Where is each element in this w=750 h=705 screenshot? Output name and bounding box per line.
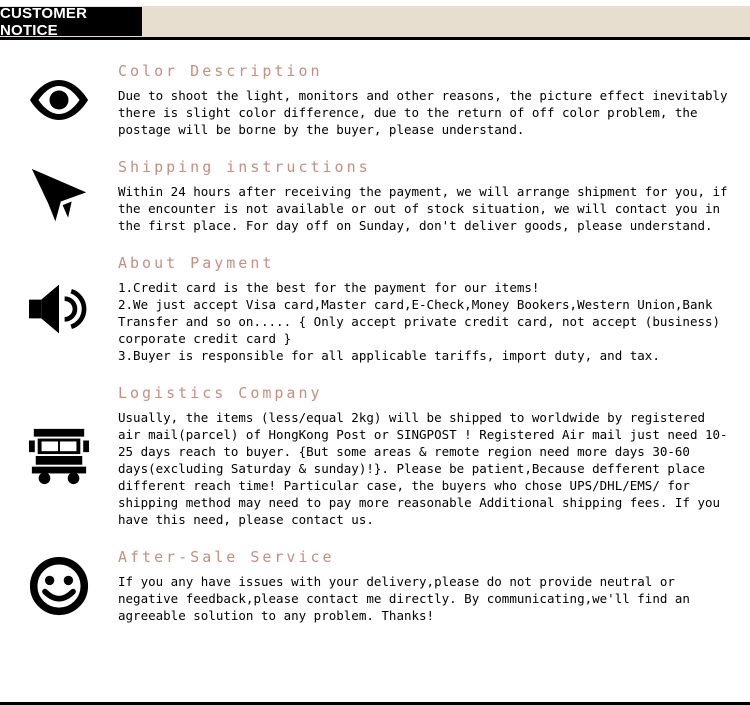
speaker-icon-svg (29, 283, 89, 335)
section-heading: Logistics Company (118, 384, 323, 402)
section-after-sale-service (0, 548, 750, 624)
banner-title-box (0, 4, 142, 39)
section-shipping-instructions (0, 158, 750, 234)
section-text (118, 548, 750, 624)
section-heading: About Payment (118, 254, 275, 272)
section-text (118, 254, 750, 364)
eye-icon (0, 77, 118, 123)
section-paragraph: Due to shoot the light, monitors and other reasons, the picture effect inevitably there is slight color difference, due to the return of off color problem, the postage will be borne by the buyer, please understand. (118, 88, 728, 137)
section-text (118, 158, 750, 234)
notice-banner (0, 6, 750, 40)
notice-content (0, 40, 750, 702)
speaker-icon (0, 283, 118, 335)
section-heading: Shipping instructions (118, 158, 371, 176)
section-paragraph: Within 24 hours after receiving the payment, we will arrange shipment for you, if the encounter is not available or out of stock situation, we will contact you in the first place. For day off on Sunday, don't deliver goods, please understand. (118, 184, 728, 233)
truck-icon (0, 426, 118, 486)
section-paragraph: Usually, the items (less/equal 2kg) will be shipped to worldwide by registered air mail(parcel) of HongKong Post or SINGPOST ! Registered Air mail just need 10-25 days reach to buyer. {But some areas & remote region need more days 30-60 days(excluding Saturday & sunday)!}. Please be patient,Because defferent place different reach time! Particular case, the buyers who chose UPS/DHL/EMS/ for shipping method may need to pay more reasonable Additional shipping fees. If you have this need, please contact us. (118, 410, 728, 527)
section-paragraph: 2.We just accept Visa card,Master card,E-Check,Money Bookers,Western Union,Bank Transfer and so on..... { Only accept private credit card, not accept (business) corporate credit card } (118, 297, 721, 346)
smiley-icon (0, 556, 118, 616)
section-paragraph: 1.Credit card is the best for the payment for our items! (118, 280, 540, 295)
paper-plane-icon-svg (30, 167, 88, 225)
eye-icon-svg (26, 77, 92, 123)
banner-title: CUSTOMER NOTICE (0, 4, 88, 39)
section-heading: Color Description (118, 62, 323, 80)
section-logistics-company (0, 384, 750, 528)
section-about-payment (0, 254, 750, 364)
section-paragraph: 3.Buyer is responsible for all applicable tariffs, import duty, and tax. (118, 348, 660, 363)
section-color-description (0, 62, 750, 138)
truck-icon-svg (28, 426, 90, 486)
smiley-icon-svg (29, 556, 89, 616)
section-paragraph: If you any have issues with your delivery,please do not provide neutral or negative feedback,please contact me directly. By communicating,we'll find an agreeable solution to any problem. Thanks! (118, 574, 690, 623)
section-text (118, 384, 750, 528)
section-text (118, 62, 750, 138)
paper-plane-icon (0, 167, 118, 225)
section-heading: After-Sale Service (118, 548, 335, 566)
